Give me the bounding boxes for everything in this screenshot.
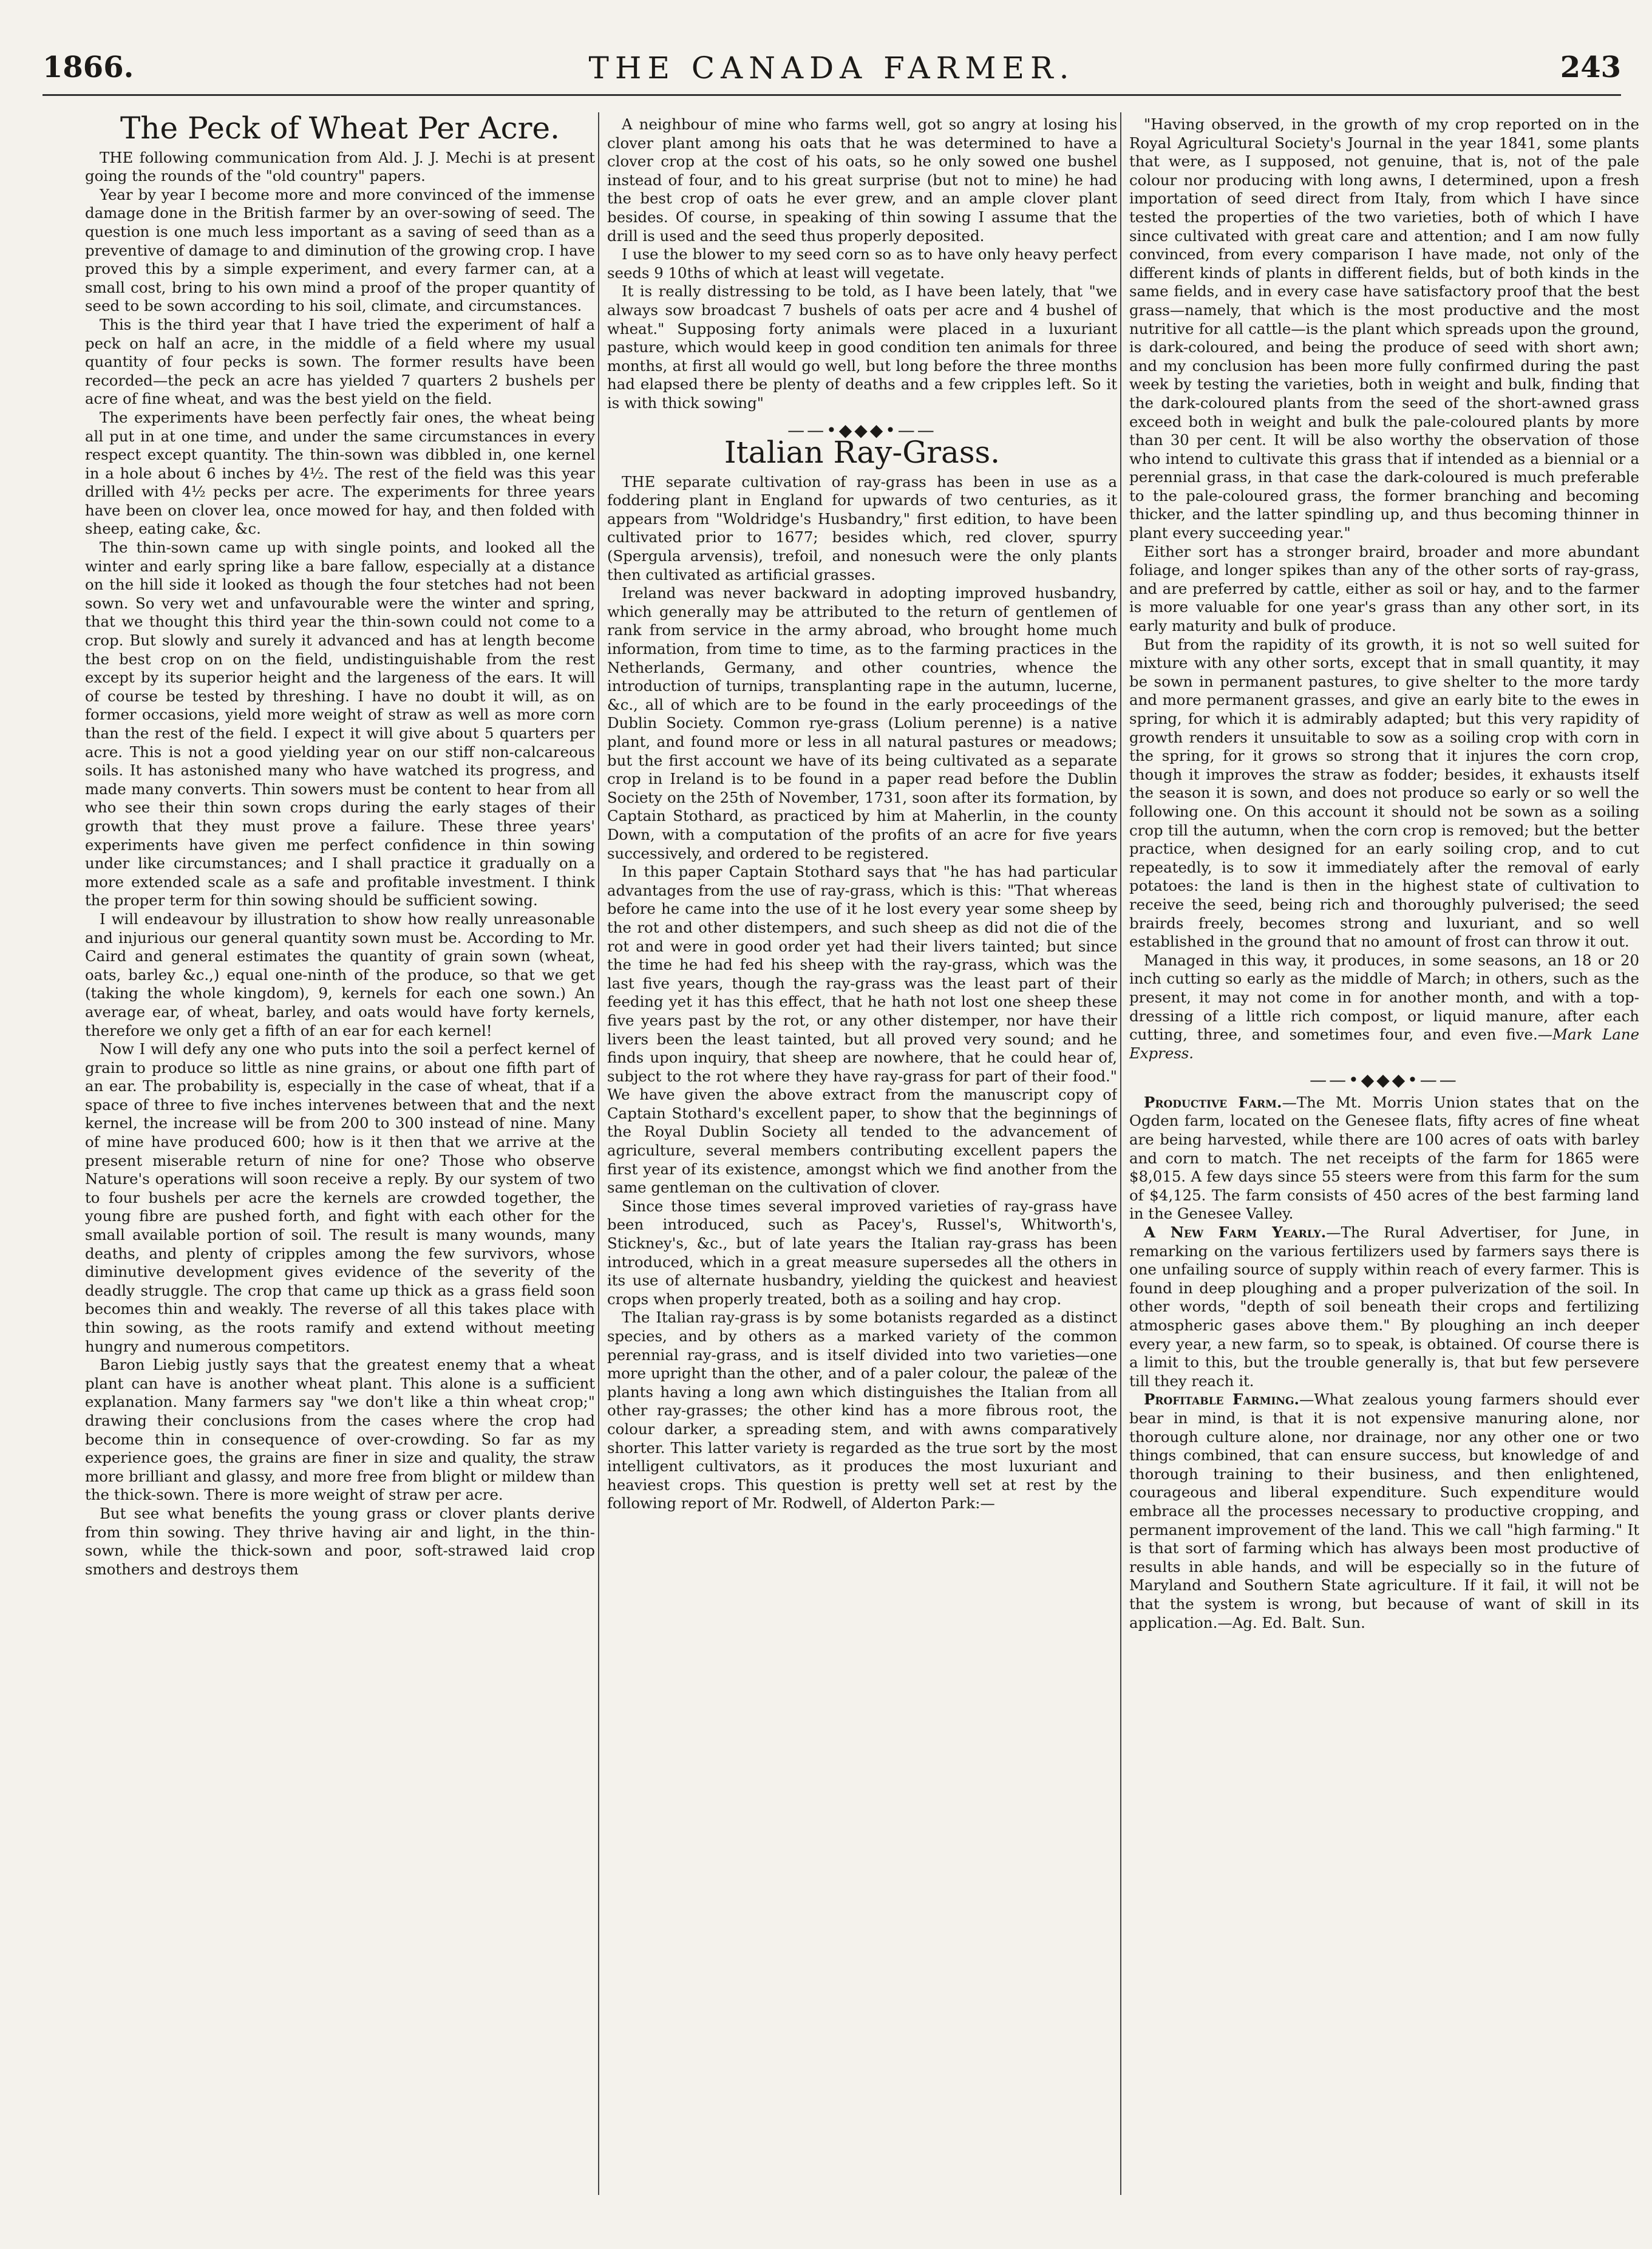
article-paragraph: A neighbour of mine who farms well, got so angry at losing his clover plant among his oats that he was determined to have a clover crop at the cost of his oats, so he only sowed one bushel instead of four, and to his great surprise (but not to mine) he had the best crop of oats he ever grew, and an ample clover plant besides. Of course, in speaking of thin sowing I assume that the drill is used and the seed thus properly deposited. xyxy=(607,115,1117,245)
item-text: —The Rural Advertiser, for June, in remarking on the various fertilizers used by farmers says there is one unfailing source of supply within reach of every farmer. This is found in deep ploughing and a proper pulverization of the soil. In other words, "depth of soil beneath their crops and fertilizing atmospheric gases above them." By ploughing an inch deeper every year, a new farm, so to speak, is obtained. Of course there is a limit to this, but the trouble generally is, that but few persevere till they reach it. xyxy=(1129,1223,1639,1390)
column-3 xyxy=(1129,115,1639,2192)
article-paragraph: Either sort has a stronger braird, broader and more abundant foliage, and longer spikes than any of the other sorts of ray-grass, and are preferred by cattle, either as soil or hay, and to the farmer is more valuable for one year's grass than any other sort, in its early maturity and bulk of produce. xyxy=(1129,542,1639,635)
article-paragraph xyxy=(1129,951,1639,1063)
item-runin-heading: A New Farm Yearly. xyxy=(1144,1223,1327,1242)
column-2 xyxy=(607,115,1117,2192)
article-paragraph: Ireland was never backward in adopting improved husbandry, which generally may be attributed to the return of gentlemen of rank from service in the army abroad, who brought home much information, from time to time, as to the farming practices in the Netherlands, Germany, and other countries, whence the introduction of turnips, transplanting rape in the autumn, lucerne, &c., all of which are to be found in the early proceedings of the Dublin Society. Common rye-grass (Lolium perenne) is a native plant, and found more or less in all natural pastures or meadows; but the first account we have of its being cultivated as a separate crop in Ireland is to be found in a paper read before the Dublin Society on the 25th of November, 1731, soon after its formation, by Captain Stothard, as practiced by him at Maherlin, in the county Down, with a computation of the profits of an acre for five years successively, and ordered to be registered. xyxy=(607,584,1117,862)
article-heading: The Peck of Wheat Per Acre. xyxy=(120,115,560,146)
article-paragraph: I will endeavour by illustration to show how really unreasonable and injurious our general quantity sown must be. According to Mr. Caird and general estimates the quantity of grain sown (wheat, oats, barley &c.,) equal one-ninth of the produce, so that we get (taking the whole kingdom), 9, kernels for each one sown.) An average ear, of wheat, barley, and oats would have forty kernels, therefore we only get a fifth of an ear for each kernel! xyxy=(85,910,595,1039)
item-runin-heading: Profitable Farming. xyxy=(1144,1390,1300,1409)
column-divider xyxy=(1120,112,1121,2195)
issue-year: 1866. xyxy=(42,50,134,84)
item-runin-heading: Productive Farm. xyxy=(1144,1093,1282,1111)
article-paragraph: The Italian ray-grass is by some botanists regarded as a distinct species, and by others as a marked variety of the common perennial ray-grass, and is itself divided into two varieties—one more upright than the other, and of a paler colour, the paleæ of the plants having a long awn which distinguishes the Italian from all other ray-grasses; the other kind has a more fibrous root, the colour darker, a spreading stem, and with awns comparatively shorter. This latter variety is regarded as the true sort by the most intelligent cultivators, as it produces the most luxuriant and heaviest crops. This question is pretty well set at rest by the following report of Mr. Rodwell, of Alderton Park:— xyxy=(607,1308,1117,1512)
article-paragraph: But from the rapidity of its growth, it is not so well suited for mixture with any other sorts, except that in small quantity, it may be sown in permanent pastures, to give shelter to the more tardy and more permanent grasses, and give an early bite to the ewes in spring, for which it is admirably adapted; but this very rapidity of growth renders it unsuitable to sow as a soiling crop with corn in the spring, for it grows so strong that it injures the corn crop, though it improves the straw as fodder; besides, it exhausts itself the season it is sown, and does not produce so early or so well the following one. On this account it should not be sown as a soiling crop till the autumn, when the corn crop is removed; but the better practice, when designed for an early soiling crop, and to cut repeatedly, is to sow it immediately after the removal of early potatoes: the land is then in the highest state of cultivation to receive the seed, being rich and thoroughly pulverised; the seed brairds freely, becomes strong and luxuriant, and so well established in the ground that no amount of frost can throw it out. xyxy=(1129,635,1639,951)
article-paragraph: THE following communication from Ald. J. J. Mechi is at present going the rounds of the "old country" papers. xyxy=(85,148,595,185)
news-item xyxy=(1129,1223,1639,1390)
section-divider-ornament: ——•◆◆◆•—— xyxy=(787,420,937,440)
section-divider-ornament: ——•◆◆◆•—— xyxy=(1310,1070,1459,1090)
paragraph-text: Managed in this way, it produces, in some seasons, an 18 or 20 inch cutting so early as the middle of March; in others, such as the present, it may not come in for another month, and with a top-dressing of a little rich compost, or liquid manure, after each cutting, three, and sometimes four, and even five.— xyxy=(1129,951,1639,1044)
news-item xyxy=(1129,1094,1639,1223)
masthead-title: THE CANADA FARMER. xyxy=(588,50,1075,86)
article-paragraph: But see what benefits the young grass or clover plants derive from thin sowing. They thrive having air and light, in the thin-sown, while the thick-sown and poor, soft-strawed laid crop smothers and destroys them xyxy=(85,1504,595,1578)
article-paragraph: I use the blower to my seed corn so as to have only heavy perfect seeds 9 10ths of which at least will vegetate. xyxy=(607,245,1117,282)
news-item xyxy=(1129,1390,1639,1632)
article-paragraph: The thin-sown came up with single points, and looked all the winter and early spring like a bare fallow, especially at a distance on the hill side it looked as though the four stetches had not been sown. So very wet and unfavourable were the winter and spring, that we thought this third year the thin-sown could not come to a crop. But slowly and surely it advanced and has at length become the best crop on on the field, undistinguishable from the rest except by its superior height and the largeness of the ears. It will of course be tested by threshing. I have no doubt it will, as on former occasions, yield more weight of straw as well as more corn than the rest of the field. I expect it will give about 5 quarters per acre. This is not a good yielding year on our stiff non-calcareous soils. It has astonished many who have watched its progress, and made many converts. Thin sowers must be content to hear from all who see their thin sown crops during the early stages of their growth that they must prove a failure. These three years' experiments have given me perfect confidence in thin sowing under like circumstances; and I shall practice it gradually on a more extended scale as a safe and profitable investment. I think the proper term for thin sowing should be sufficient sowing. xyxy=(85,539,595,910)
article-paragraph: Baron Liebig justly says that the greatest enemy that a wheat plant can have is another wheat plant. This alone is a sufficient explanation. Many farmers say "we don't like a thin wheat crop;" drawing their conclusions from the cases where the crop had become thin in consequence of over-crowding. So far as my experience goes, the grains are finer in size and quality, the straw more brilliant and glassy, and more free from blight or mildew than the thick-sown. There is more weight of straw per acre. xyxy=(85,1356,595,1504)
source-credit: Mark Lane Express. xyxy=(1129,1026,1639,1062)
column-divider xyxy=(598,112,599,2195)
item-text: —The Mt. Morris Union states that on the Ogden farm, located on the Genesee flats, fifty acres of fine wheat are being harvested, while there are 100 acres of oats with barley and corn to match. The net receipts of the farm for 1865 were $8,015. A few days since 55 steers were from this farm for the sum of $4,125. The farm consists of 450 acres of the best farming land in the Genesee Valley. xyxy=(1129,1093,1639,1223)
article-paragraph: Now I will defy any one who puts into the soil a perfect kernel of grain to produce so little as nine grains, or about one fifth part of an ear. The probability is, especially in the case of wheat, that if a space of three to five inches intervenes between that and the next kernel, the increase will be from 200 to 300 instead of nine. Many of mine have produced 600; how is it then that we arrive at the present miserable return of nine for one? Those who observe Nature's operations will soon receive a reply. By our system of two to four bushels per acre the kernels are crowded together, the young fibre are pushed forth, and fight with each other for the small available portion of soil. The result is many wounds, many deaths, and plenty of cripples among the few survivors, whose diminutive development gives evidence of the severity of the deadly struggle. The crop that came up thick as a grass field soon becomes thin and weakly. The reverse of all this takes place with thin sowing, as the roots ramify and extend without meeting hungry and numerous competitors. xyxy=(85,1040,595,1355)
article-paragraph: THE separate cultivation of ray-grass has been in use as a foddering plant in England for upwards of two centuries, as it appears from "Woldridge's Husbandry," first edition, to have been cultivated prior to 1677; besides which, red clover, spurry (Spergula arvensis), trefoil, and nonesuch were the only plants then cultivated as artificial grasses. xyxy=(607,472,1117,584)
page-header xyxy=(42,46,1621,96)
article-paragraph: It is really distressing to be told, as I have been lately, that "we always sow broadcast 7 bushels of oats per acre and 4 bushel of wheat." Supposing forty animals were placed in a luxuriant pasture, which would keep in good condition ten animals for three months, at first all would go well, but long before the three months had elapsed there be plenty of deaths and a few cripples left. So it is with thick sowing" xyxy=(607,282,1117,412)
item-text: —What zealous young farmers should ever bear in mind, is that it is not expensive manuring alone, nor thorough culture alone, nor drainage, nor any other one or two things combined, that can ensure success, but knowledge of and thorough training to their business, and then enlightened, courageous and liberal expenditure. Such expenditure would embrace all the processes necessary to productive cropping, and permanent improvement of the land. This we call "high farming." It is that sort of farming which has always been most productive of results in able hands, and will be especially so in the future of Maryland and Southern State agriculture. If it fail, it will not be that the system is wrong, but because of want of skill in its application.—Ag. Ed. Balt. Sun. xyxy=(1129,1390,1639,1631)
article-paragraph: "Having observed, in the growth of my crop reported on in the Royal Agricultural Society's Journal in the year 1841, some plants that were, as I supposed, not genuine, that is, not of the pale colour nor producing with long awns, I determined, upon a fresh importation of seed direct from Italy, from which I have since tested the properties of the two varieties, both of which I have since cultivated with great care and attention; and I am now fully convinced, from every comparison I have made, not only of the different kinds of plants in different fields, but of both kinds in the same fields, and in every case have satisfactory proof that the best grass—namely, that which is the most productive and the most nutritive for all cattle—is the plant which spreads upon the ground, is dark-coloured, and being the produce of seed with short awn; and my conclusion has been more fully confirmed during the past week by testing the varieties, both in weight and bulk, finding that the dark-coloured plants from the seed of the short-awned grass exceed both in weight and bulk the pale-coloured plants by more than 30 per cent. It will be also worthy the observation of those who intend to cultivate this grass that if intended as a biennial or a perennial grass, in that case the dark-coloured is much preferable to the pale-coloured grass, the former branching and becoming thicker, and the latter spindling up, and thus becoming thinner in plant every succeeding year." xyxy=(1129,115,1639,542)
article-heading: Italian Ray-Grass. xyxy=(724,435,1001,471)
page-number: 243 xyxy=(1560,50,1621,84)
article-paragraph: This is the third year that I have tried the experiment of half a peck on half an acre, in the middle of a field where my usual quantity of four pecks is sown. The former results have been recorded—the peck an acre has yielded 7 quarters 2 bushels per acre of fine wheat, and was the best yield on the field. xyxy=(85,315,595,408)
article-paragraph: In this paper Captain Stothard says that "he has had particular advantages from the use of ray-grass, which is this: "That whereas before he came into the use of it he lost every year some sheep by the rot and other distempers, and such sheep as did not die of the rot and were in good order yet had their livers tainted; but since the time he had fed his sheep with the ray-grass, which was the last five years, though the ray-grass was the least part of their feeding yet it has this effect, that he hath not lost one sheep these five years past by the rot, or any other distemper, nor have their livers been the least tainted, but all proved very sound; and he finds upon inquiry, that sheep are nowhere, that he could hear of, subject to the rot where they have ray-grass for part of their food." We have given the above extract from the manuscript copy of Captain Stothard's excellent paper, to show that the beginnings of the Royal Dublin Society all tended to the advancement of agriculture, several members contributing excellent papers the first year of its existence, amongst which we find another from the same gentleman on the cultivation of clover. xyxy=(607,863,1117,1197)
article-paragraph: Since those times several improved varieties of ray-grass have been introduced, such as Pacey's, Russel's, Whitworth's, Stickney's, &c., but of late years the Italian ray-grass has been introduced, which in a great measure supersedes all the others in its use of alternate husbandry, yielding the quickest and heaviest crops when properly treated, both as a soiling and hay crop. xyxy=(607,1197,1117,1308)
article-paragraph: The experiments have been perfectly fair ones, the wheat being all put in at one time, and under the same circumstances in every respect except quantity. The thin-sown was dibbled in, one kernel in a hole about 6 inches by 4½. The rest of the field was this year drilled with 4½ pecks per acre. The experiments for three years have been on clover lea, once mowed for hay, and then folded with sheep, eating cake, &c. xyxy=(85,408,595,538)
article-paragraph: Year by year I become more and more convinced of the immense damage done in the British farmer by an over-sowing of seed. The question is one much less important as a saving of seed than as a preventive of damage to and diminution of the growing crop. I have proved this by a simple experiment, and every farmer can, at a small cost, bring to his own mind a proof of the proper quantity of seed to be sown according to his soil, climate, and circumstances. xyxy=(85,185,595,315)
column-1 xyxy=(85,115,595,2192)
